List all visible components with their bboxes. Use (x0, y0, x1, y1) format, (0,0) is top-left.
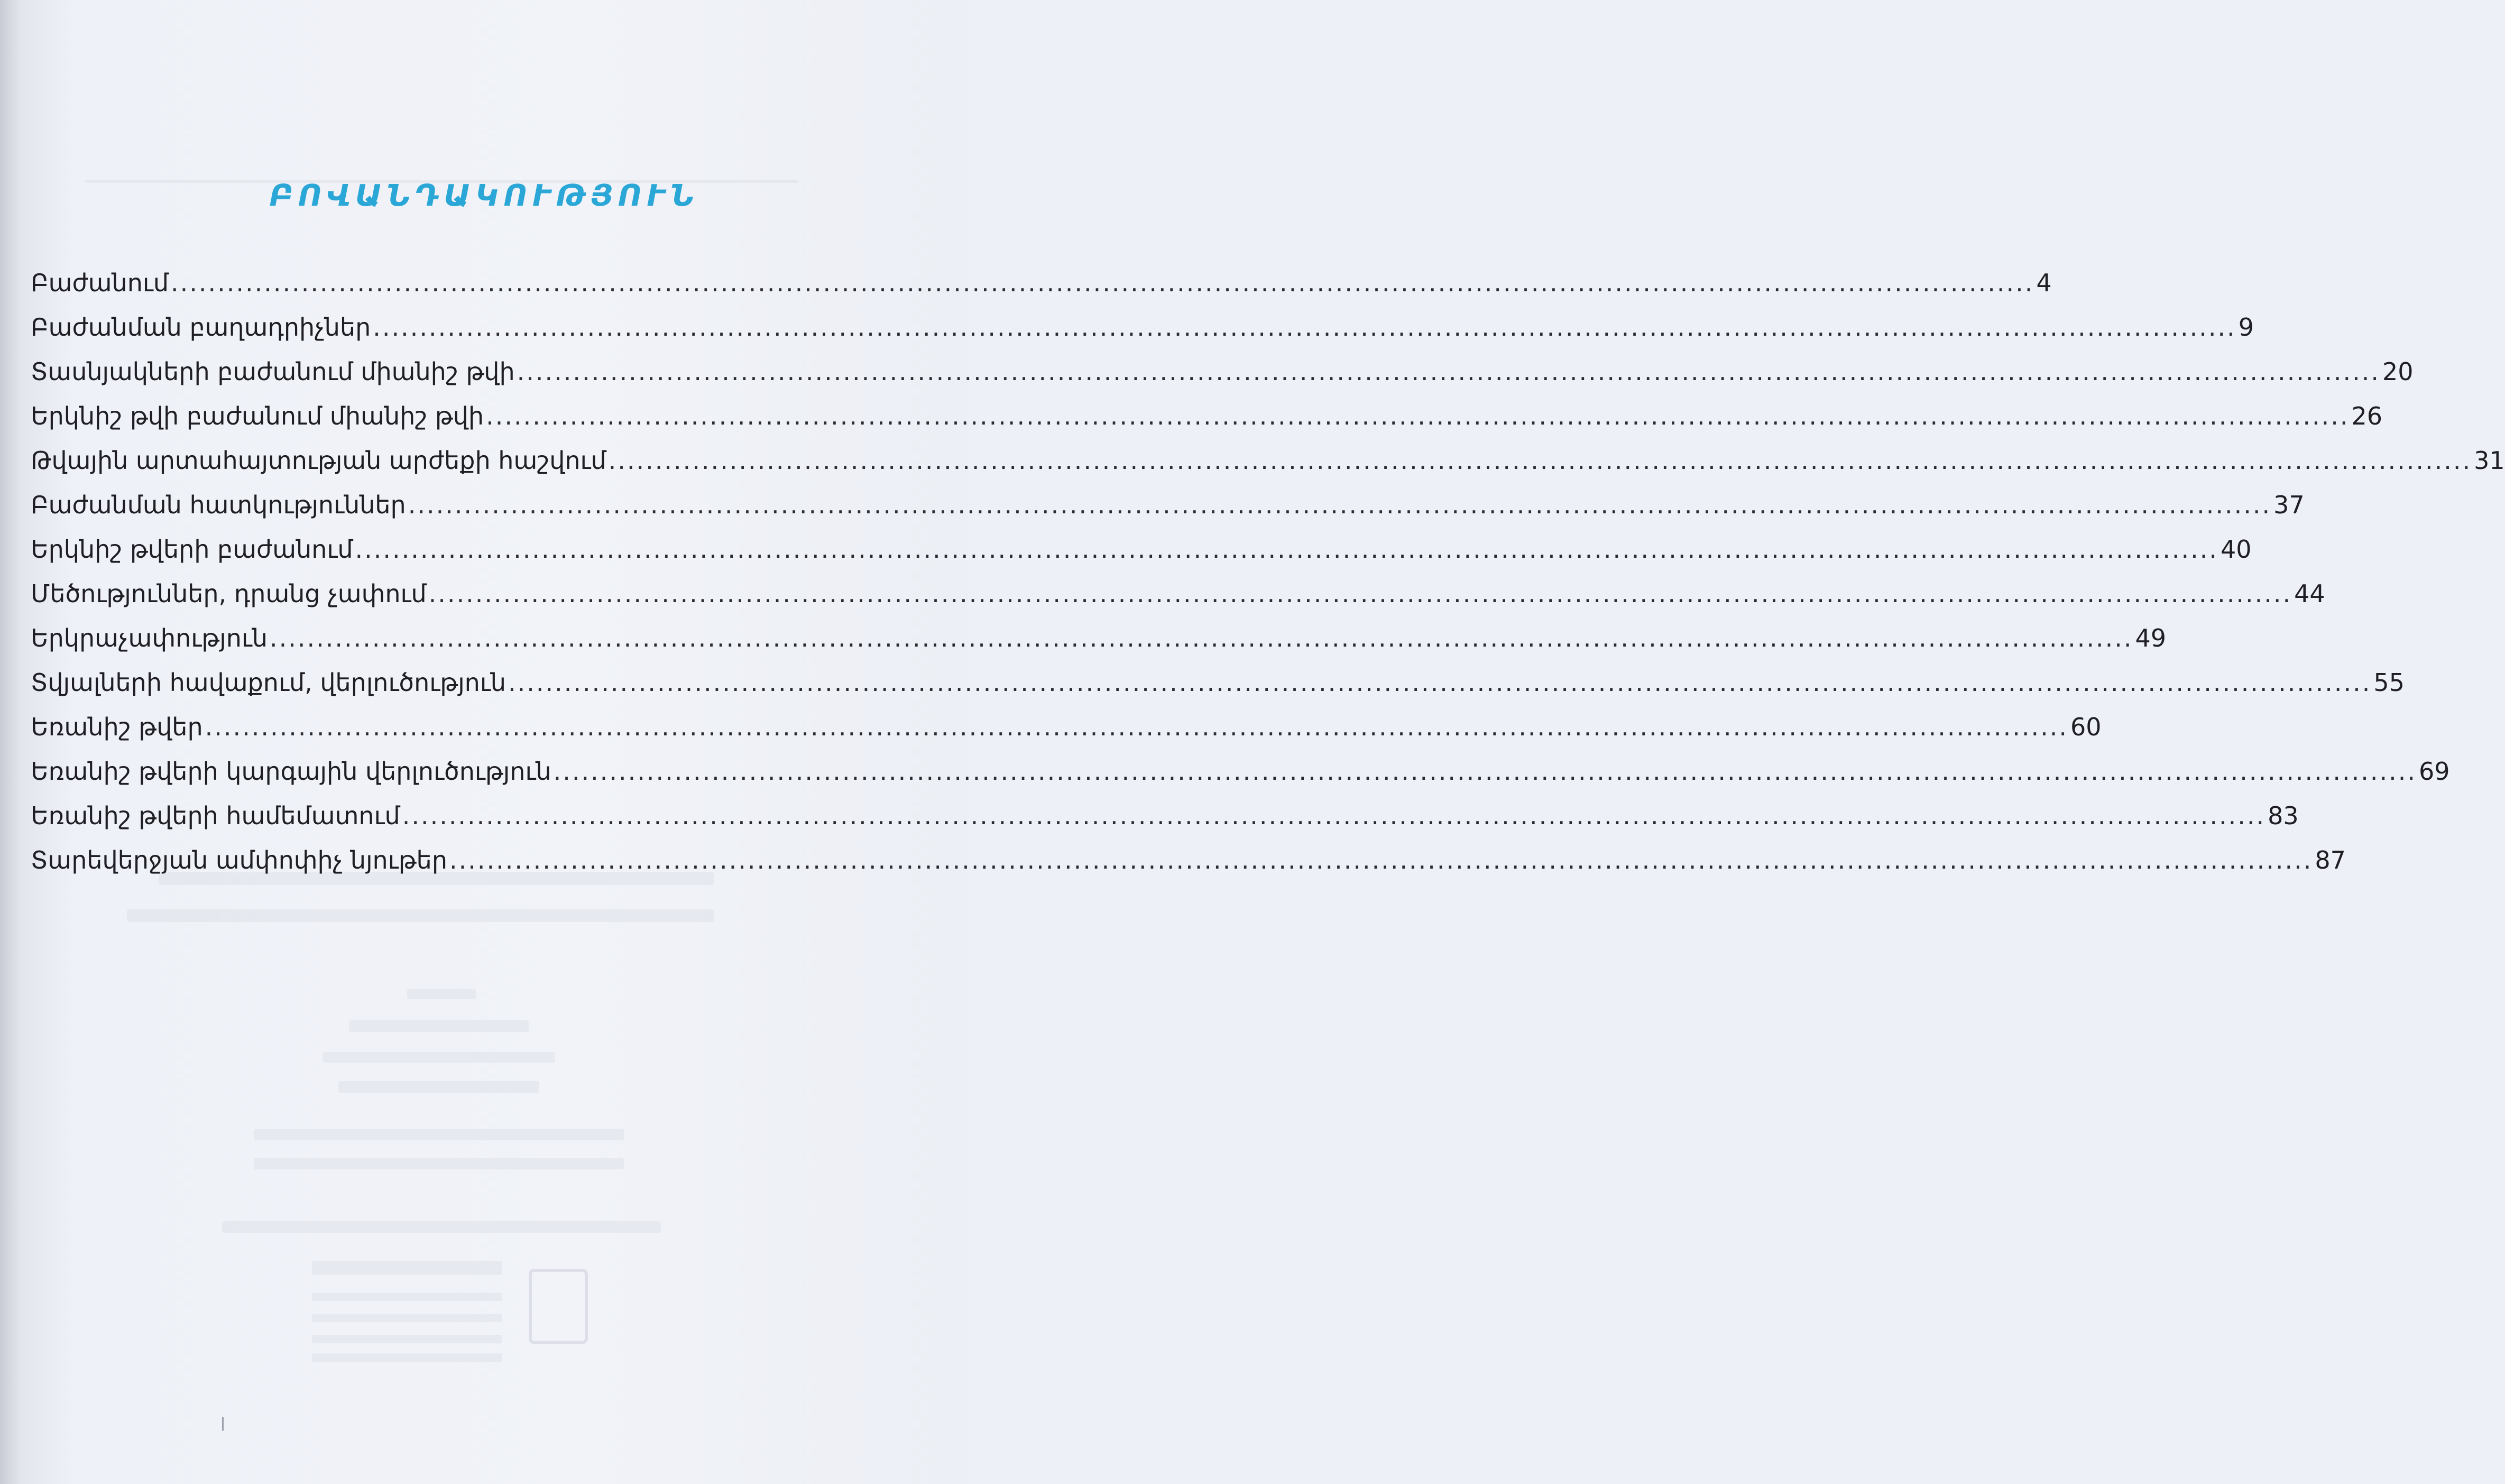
toc-entry (31, 713, 2102, 757)
toc-entry (31, 313, 2254, 357)
show-through-line (312, 1314, 502, 1322)
toc-page-number: 20 (2382, 357, 2414, 386)
toc-entry-title: Տասնյակների բաժանում միանիշ թվի (31, 357, 515, 386)
toc-entry (31, 801, 2299, 846)
toc-page-number: 4 (2036, 269, 2052, 297)
toc-dot-leader: ........................................................................................................................................................................................................ (449, 846, 2313, 874)
toc-entry (31, 579, 2325, 624)
toc-entry-title: Թվային արտահայտության արժեքի հաշվում (31, 446, 606, 475)
toc-page-number: 31 (2474, 446, 2505, 475)
show-through-line (312, 1353, 502, 1362)
toc-page-number: 55 (2373, 668, 2405, 697)
show-through-line (222, 1221, 661, 1233)
show-through-header (85, 143, 798, 183)
page-mark (222, 1417, 224, 1431)
toc-entry (31, 269, 2052, 313)
toc-page-number: 26 (2351, 402, 2383, 430)
toc-entry (31, 846, 2346, 890)
toc-entry-title: Բաժանում (31, 269, 169, 297)
show-through-line (312, 1293, 502, 1301)
toc-entry-title: Տվյալների հավաքում, վերլուծություն (31, 668, 506, 697)
show-through-logo-icon (529, 1269, 588, 1344)
toc-dot-leader: ........................................................................................................................................................................................................ (373, 313, 2236, 342)
toc-page-number: 69 (2419, 757, 2450, 786)
toc-entry-title: Բաժանման բաղադրիչներ (31, 313, 371, 342)
toc-dot-leader: ........................................................................................................................................................................................................ (408, 491, 2272, 519)
toc-entry-title: Երկրաչափություն (31, 624, 268, 652)
toc-entry (31, 757, 2450, 801)
toc-dot-leader: ........................................................................................................................................................................................................ (428, 579, 2292, 608)
toc-entry (31, 624, 2166, 668)
toc-entry-title: Երկնիշ թվերի բաժանում (31, 535, 353, 564)
toc-page-number: 49 (2135, 624, 2166, 652)
toc-dot-leader: ........................................................................................................................................................................................................ (402, 801, 2266, 830)
show-through-line (349, 1020, 529, 1032)
toc-entry (31, 402, 2383, 446)
toc-entry-title: Մեծություններ, դրանց չափում (31, 579, 427, 608)
show-through-line (338, 1081, 539, 1093)
toc-entry-title: Երկնիշ թվի բաժանում միանիշ թվի (31, 402, 484, 430)
toc-page-number: 44 (2294, 579, 2325, 608)
toc-dot-leader: ........................................................................................................................................................................................................ (553, 757, 2417, 786)
toc-entry (31, 668, 2405, 713)
show-through-line (312, 1335, 502, 1343)
toc-dot-leader: ........................................................................................................................................................................................................ (608, 446, 2472, 475)
toc-page-number: 40 (2220, 535, 2252, 564)
toc-dot-leader: ........................................................................................................................................................................................................ (205, 713, 2069, 741)
show-through-line (323, 1052, 555, 1063)
toc-page-number: 9 (2238, 313, 2254, 342)
page-title: ԲՈՎԱՆԴԱԿՈՒԹՅՈՒՆ (269, 179, 699, 213)
show-through-line (127, 909, 714, 922)
toc-entry (31, 535, 2252, 579)
toc-dot-leader: ........................................................................................................................................................................................................ (508, 668, 2372, 697)
toc-dot-leader: ........................................................................................................................................................................................................ (355, 535, 2218, 564)
toc-entry-title: Եռանիշ թվերի համեմատում (31, 801, 400, 830)
show-through-line (254, 1158, 624, 1169)
toc-entry-title: Բաժանման հատկություններ (31, 491, 406, 519)
toc-dot-leader: ........................................................................................................................................................................................................ (270, 624, 2133, 652)
toc-page-number: 83 (2268, 801, 2299, 830)
toc-entry (31, 357, 2414, 402)
show-through-line (407, 989, 476, 999)
show-through-line (254, 1129, 624, 1140)
toc-page-number: 60 (2070, 713, 2102, 741)
toc-entry-title: Եռանիշ թվերի կարգային վերլուծություն (31, 757, 551, 786)
show-through-line (312, 1261, 502, 1275)
toc-entry-title: Եռանիշ թվեր (31, 713, 203, 741)
toc-page-number: 87 (2315, 846, 2346, 874)
table-of-contents (31, 269, 2505, 890)
toc-page-number: 37 (2273, 491, 2305, 519)
toc-dot-leader: ........................................................................................................................................................................................................ (517, 357, 2381, 386)
toc-dot-leader: ........................................................................................................................................................................................................ (486, 402, 2350, 430)
toc-dot-leader: ........................................................................................................................................................................................................ (171, 269, 2034, 297)
toc-entry-title: Տարեվերջյան ամփոփիչ նյութեր (31, 846, 447, 874)
toc-entry (31, 491, 2305, 535)
toc-entry (31, 446, 2505, 491)
